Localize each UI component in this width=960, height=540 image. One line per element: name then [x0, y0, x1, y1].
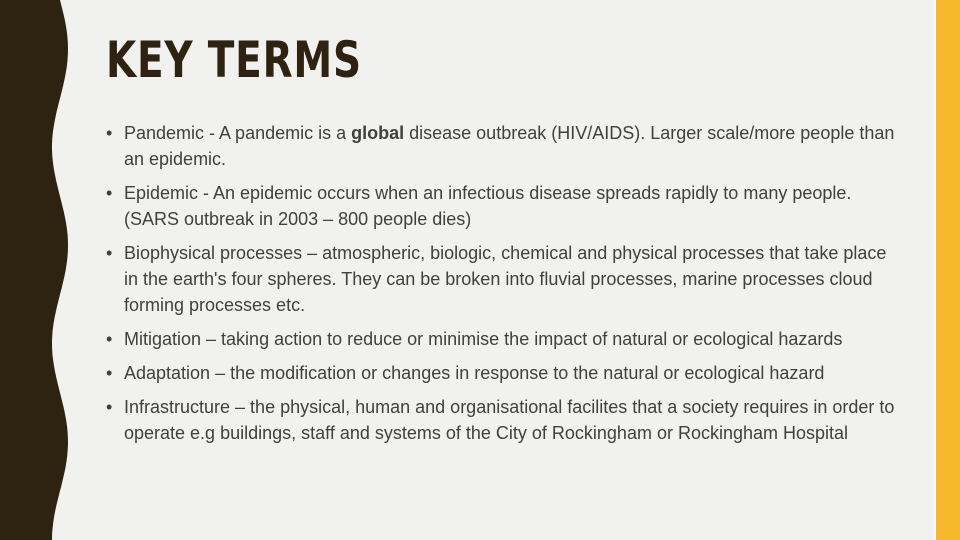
bullet-marker: •: [106, 183, 113, 203]
list-item-infrastructure: [106, 394, 896, 446]
item-text: Adaptation – the modification or changes in response to the natural or ecological hazard: [124, 363, 825, 383]
slide-title: KEY TERMS: [106, 31, 362, 89]
right-accent-band: [936, 0, 960, 540]
left-decorative-band: [0, 0, 70, 540]
item-text: Mitigation – taking action to reduce or minimise the impact of natural or ecological hazards: [124, 329, 843, 349]
item-text: Epidemic - An epidemic occurs when an infectious disease spreads rapidly to many people. (SARS outbreak in 2003 – 800 people dies): [124, 183, 852, 229]
bullet-list: [106, 120, 896, 454]
bullet-marker: •: [106, 329, 113, 349]
bullet-marker: •: [106, 123, 113, 143]
item-text: Pandemic - A pandemic is a global disease outbreak (HIV/AIDS). Larger scale/more people than an epidemic.: [124, 123, 895, 169]
item-text: Infrastructure – the physical, human and organisational facilites that a society requires in order to operate e.g buildings, staff and systems of the City of Rockingham or Rockingham Hospital: [124, 397, 895, 443]
list-item-pandemic: [106, 120, 896, 172]
list-item-biophysical-processes: [106, 240, 896, 318]
list-item-mitigation: [106, 326, 896, 352]
bullet-marker: •: [106, 397, 113, 417]
list-item-epidemic: [106, 180, 896, 232]
item-text: Biophysical processes – atmospheric, biologic, chemical and physical processes that take place in the earth's four spheres. They can be broken into fluvial processes, marine processes cloud forming processes etc.: [124, 243, 887, 315]
bullet-marker: •: [106, 243, 113, 263]
bullet-marker: •: [106, 363, 113, 383]
list-item-adaptation: [106, 360, 896, 386]
